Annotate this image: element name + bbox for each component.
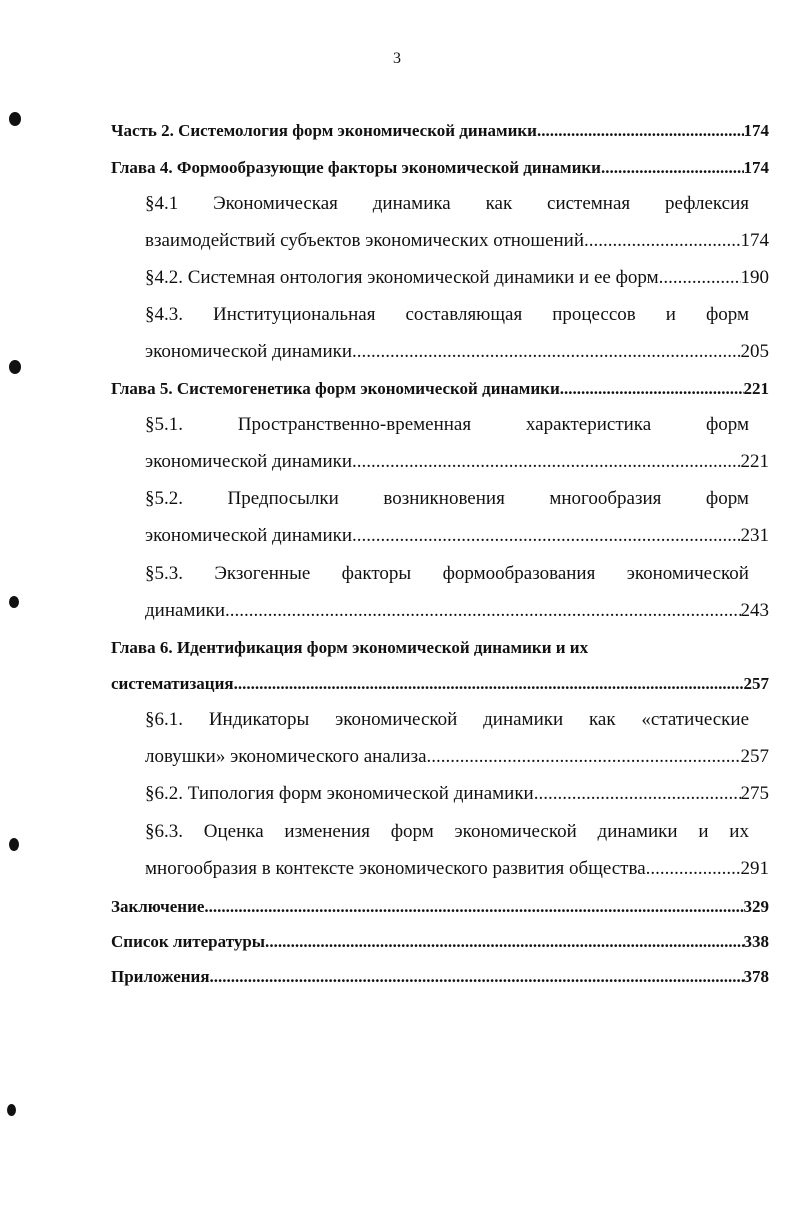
dot-leader	[204, 892, 743, 922]
toc-entry-part-2[interactable]	[111, 116, 769, 146]
punch-hole-mark	[9, 596, 19, 608]
toc-word: §5.3.	[145, 563, 183, 584]
dot-leader	[357, 521, 741, 551]
toc-entry-page: 291	[740, 858, 769, 879]
toc-entry-chapter-6-line-1[interactable]	[111, 633, 769, 663]
toc-entry-section-6-1-line-1[interactable]	[145, 705, 749, 735]
toc-word: и	[665, 304, 676, 325]
dot-leader	[601, 153, 744, 183]
toc-word: как	[485, 193, 513, 214]
toc-entry-chapter-5[interactable]	[111, 374, 769, 404]
toc-word: §4.3.	[145, 304, 183, 325]
dot-leader	[352, 447, 740, 477]
dot-leader	[589, 226, 741, 256]
toc-entry-page: 243	[740, 600, 769, 621]
toc-word: процессов	[552, 304, 636, 325]
toc-entry-page: 275	[740, 783, 769, 804]
toc-entry-page: 329	[743, 897, 769, 916]
toc-entry-page: 221	[743, 379, 769, 398]
toc-entry-title: экономической динамики	[145, 451, 353, 472]
toc-entry-title: Глава 5. Системогенетика форм экономической динамики.	[111, 379, 565, 398]
toc-entry-appendices[interactable]	[111, 962, 769, 992]
toc-word: динамика	[372, 193, 451, 214]
toc-word: Индикаторы	[208, 709, 310, 730]
toc-entry-title: динамики.	[145, 600, 230, 621]
toc-word: Экономическая	[213, 193, 338, 214]
toc-entry-title: Глава 4. Формообразующие факторы экономической динамики	[111, 158, 601, 177]
toc-entry-section-4-3-line-2[interactable]	[145, 337, 769, 367]
toc-word: §4.1	[145, 193, 179, 214]
toc-word: как	[588, 709, 616, 730]
toc-entry-title: §4.2. Системная онтология экономической динамики и ее форм.	[145, 267, 664, 288]
punch-hole-mark	[9, 838, 19, 851]
toc-word: экономической	[335, 709, 458, 730]
punch-hole-mark	[9, 360, 21, 374]
toc-entry-section-4-1-line-1[interactable]	[145, 189, 749, 219]
toc-entry-title: систематизация	[111, 674, 234, 693]
toc-word: динамики	[483, 709, 564, 730]
toc-entry-title: экономической динамики.	[145, 341, 357, 362]
toc-entry-page: 338	[743, 932, 769, 951]
toc-entry-title: многообразия в контексте экономического развития общества.	[145, 858, 651, 879]
toc-entry-title: экономической динамики.	[145, 525, 357, 546]
toc-word: форм	[390, 821, 434, 842]
toc-entry-page: 221	[740, 451, 769, 472]
dot-leader	[357, 337, 741, 367]
dot-leader	[269, 927, 743, 957]
toc-entry-title: взаимодействий субъектов экономических отношений.	[145, 230, 589, 251]
toc-word: составляющая	[405, 304, 523, 325]
toc-word: характеристика	[525, 414, 652, 435]
toc-entry-title: ловушки» экономического анализа.	[145, 746, 432, 767]
toc-entry-section-5-3-line-2[interactable]	[145, 596, 769, 626]
toc-word: формообразования	[442, 563, 596, 584]
dot-leader	[663, 263, 740, 293]
toc-word: §5.1.	[145, 414, 183, 435]
toc-entry-section-6-2[interactable]	[145, 779, 769, 809]
toc-word: форм	[705, 304, 749, 325]
toc-word: многообразия	[549, 488, 662, 509]
toc-entry-section-5-3-line-1[interactable]	[145, 559, 749, 589]
toc-word: Экзогенные	[214, 563, 311, 584]
dot-leader	[650, 854, 740, 884]
toc-word: Институциональная	[213, 304, 376, 325]
toc-entry-page: 205	[740, 341, 769, 362]
toc-entry-section-5-2-line-1[interactable]	[145, 484, 749, 514]
toc-entry-chapter-6-line-2[interactable]	[111, 669, 769, 699]
toc-entry-section-6-3-line-1[interactable]	[145, 817, 749, 847]
toc-entry-section-5-1-line-2[interactable]	[145, 447, 769, 477]
toc-entry-title: §6.2. Типология форм экономической динамики.	[145, 783, 539, 804]
toc-word: Предпосылки	[227, 488, 339, 509]
toc-entry-page: 174	[743, 121, 769, 140]
toc-entry-section-6-1-line-2[interactable]	[145, 742, 769, 772]
dot-leader	[234, 669, 744, 699]
toc-entry-page: 174	[743, 158, 769, 177]
toc-word: изменения	[284, 821, 370, 842]
toc-entry-title: Глава 6. Идентификация форм экономической динамики и их	[111, 638, 589, 657]
toc-word: системная	[547, 193, 631, 214]
toc-entry-section-5-1-line-1[interactable]	[145, 410, 749, 440]
page-number: 3	[393, 50, 401, 67]
toc-word: «статические	[641, 709, 749, 730]
toc-word: §5.2.	[145, 488, 183, 509]
toc-word: §6.3.	[145, 821, 183, 842]
toc-entry-references[interactable]	[111, 927, 769, 957]
toc-word: динамики	[597, 821, 678, 842]
toc-entry-page: 257	[743, 674, 769, 693]
toc-word: Пространственно-временная	[237, 414, 472, 435]
toc-entry-title: Заключение	[111, 897, 205, 916]
toc-entry-page: 378	[743, 967, 769, 986]
toc-word: экономической	[626, 563, 749, 584]
toc-entry-conclusion[interactable]	[111, 892, 769, 922]
toc-entry-page: 231	[740, 525, 769, 546]
dot-leader	[537, 116, 744, 146]
toc-word: §6.1.	[145, 709, 183, 730]
toc-word: рефлексия	[664, 193, 749, 214]
toc-word: форм	[705, 488, 749, 509]
toc-entry-title: Список литературы.	[111, 932, 270, 951]
toc-entry-title: Часть 2. Системология форм экономической динамики	[111, 121, 537, 140]
toc-word: форм	[705, 414, 749, 435]
dot-leader	[210, 962, 744, 992]
toc-entry-section-4-2[interactable]	[145, 263, 769, 293]
dot-leader	[431, 742, 740, 772]
dot-leader	[538, 779, 740, 809]
toc-entry-section-4-1-line-2[interactable]	[145, 226, 769, 256]
toc-word: возникновения	[383, 488, 505, 509]
toc-entry-page: 257	[740, 746, 769, 767]
toc-entry-section-4-3-line-1[interactable]	[145, 300, 749, 330]
punch-hole-mark	[7, 1104, 16, 1116]
toc-entry-page: 190	[740, 267, 769, 288]
toc-word: Оценка	[203, 821, 264, 842]
toc-entry-page: 174	[740, 230, 769, 251]
toc-entry-title: Приложения	[111, 967, 210, 986]
toc-word: факторы	[341, 563, 412, 584]
toc-word: и	[698, 821, 709, 842]
punch-hole-mark	[9, 112, 21, 126]
toc-word: их	[729, 821, 749, 842]
toc-word: экономической	[454, 821, 577, 842]
toc-entry-section-6-3-line-2[interactable]	[145, 854, 769, 884]
dot-leader	[564, 374, 743, 404]
toc-entry-section-5-2-line-2[interactable]	[145, 521, 769, 551]
dot-leader	[230, 596, 741, 626]
toc-entry-chapter-4[interactable]	[111, 153, 769, 183]
